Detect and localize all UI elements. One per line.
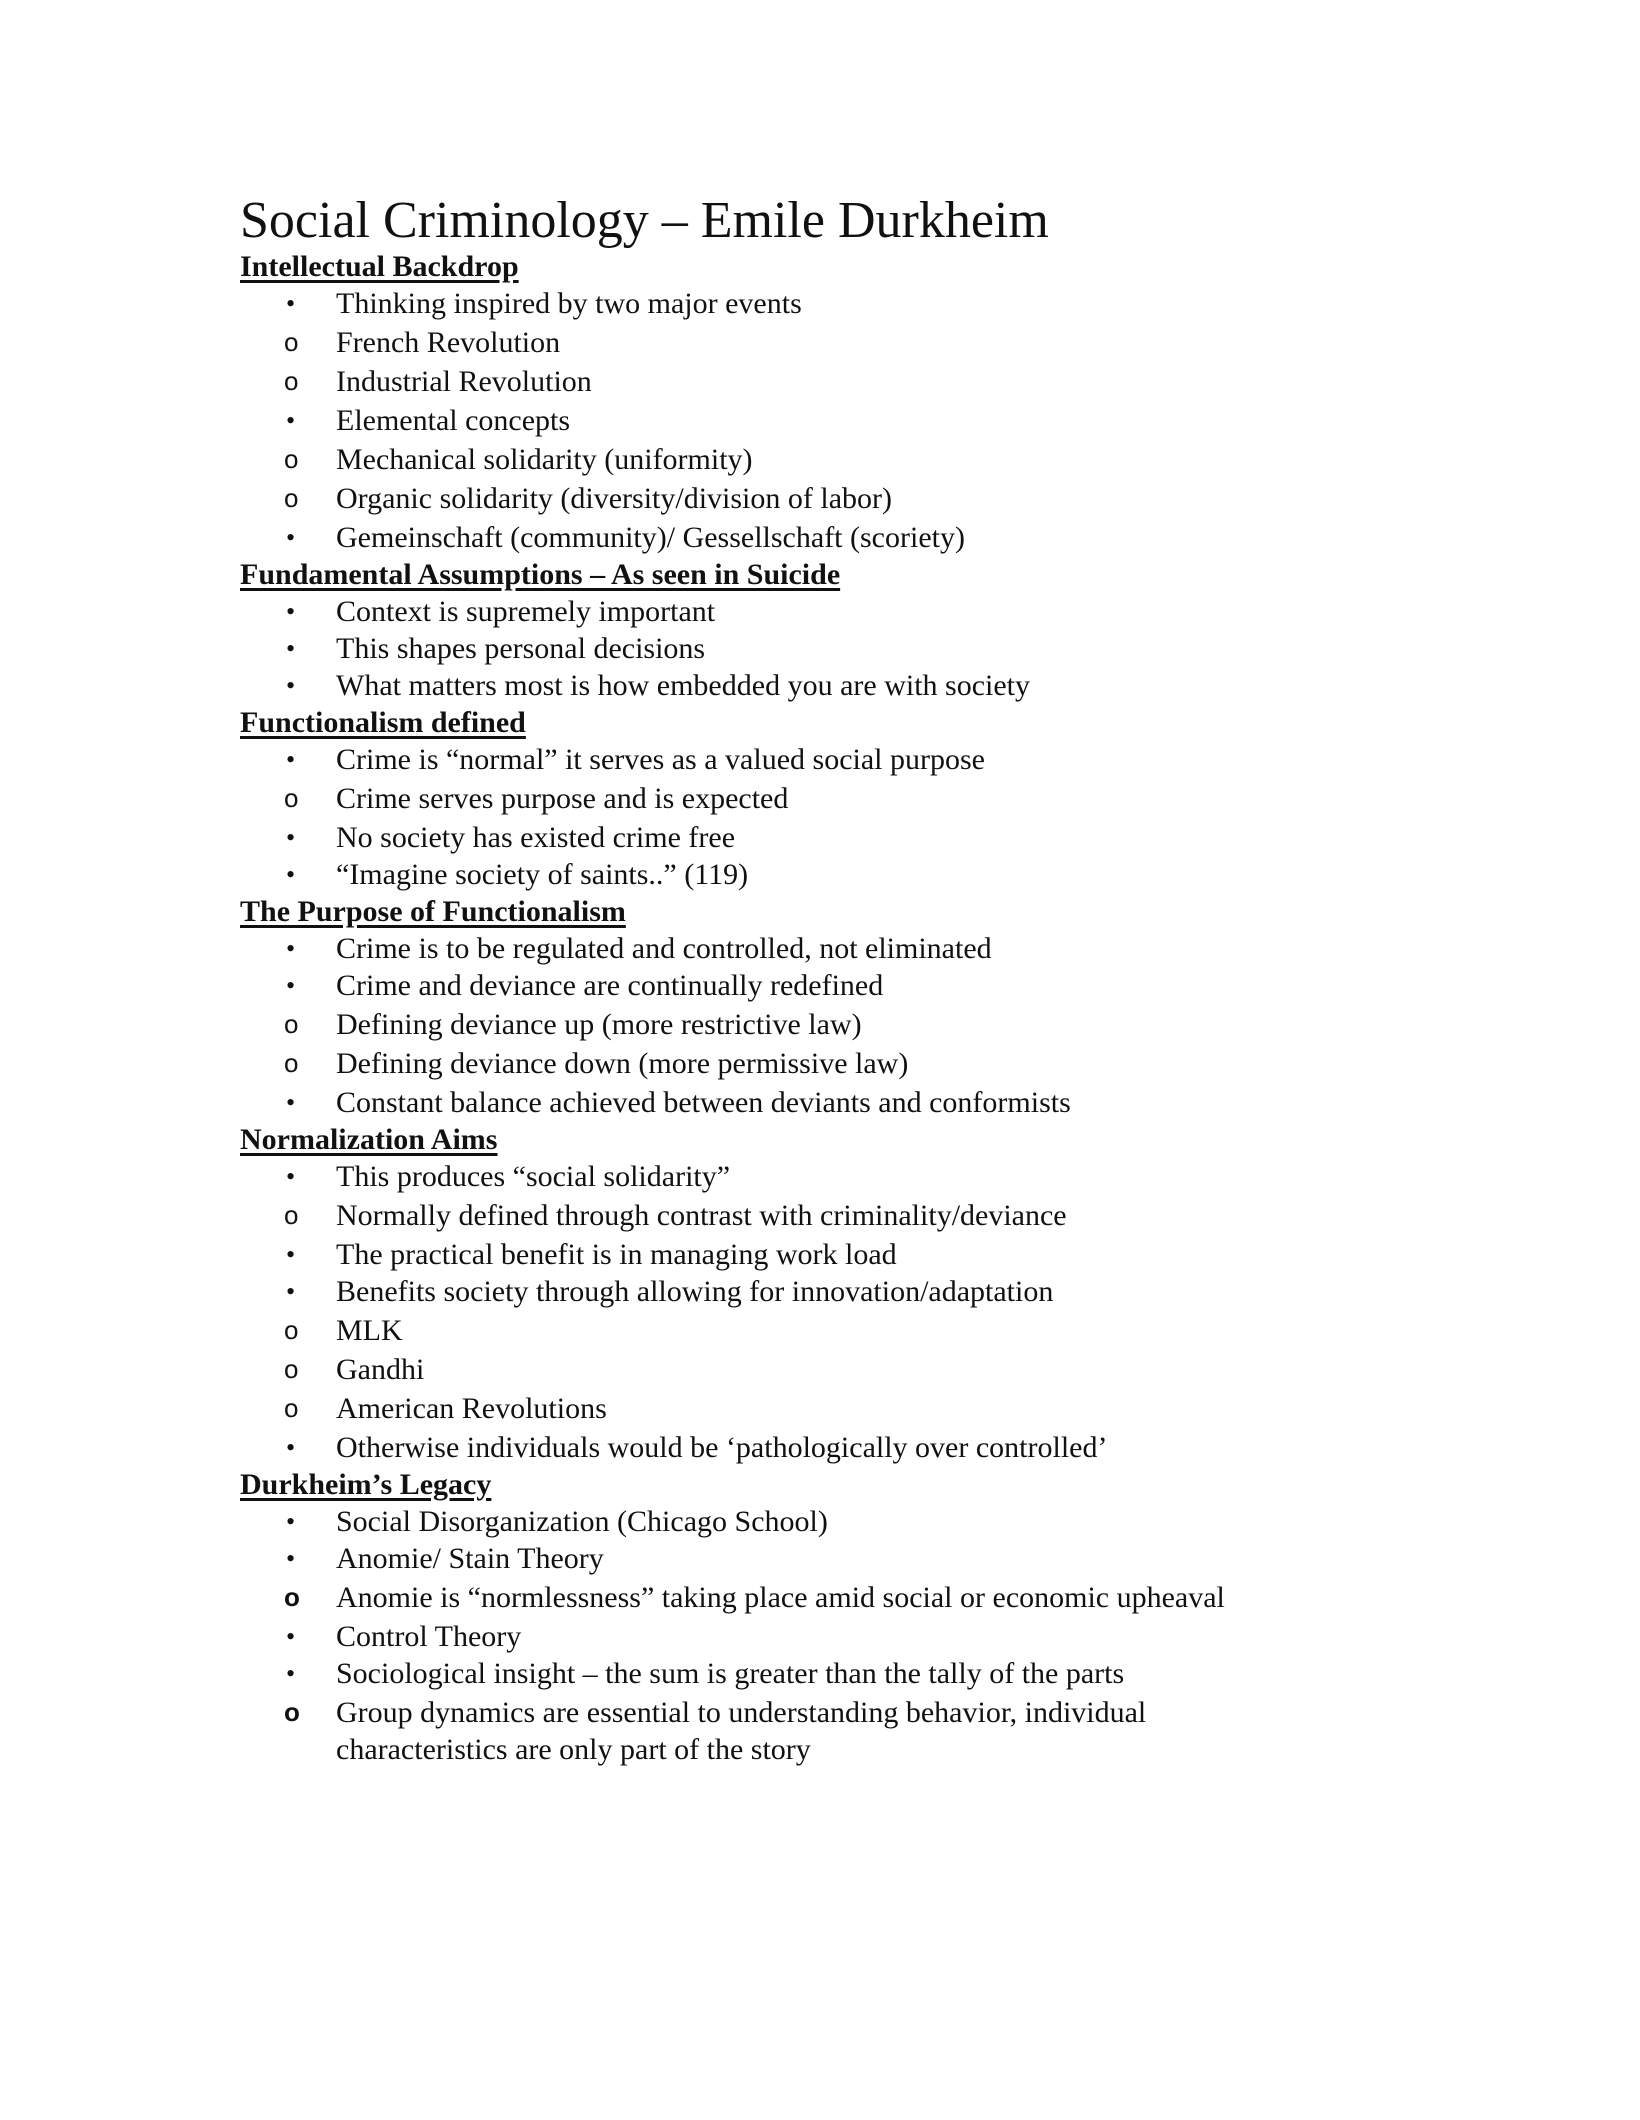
bullet-icon: •	[286, 860, 296, 889]
bullet-list	[240, 1158, 1460, 1466]
sub-bullet-icon: o	[284, 1315, 299, 1345]
section	[240, 1121, 1460, 1466]
sub-bullet-text: American Revolutions	[336, 1392, 607, 1425]
bullet-item	[240, 1618, 1460, 1655]
bullet-text: Social Disorganization (Chicago School)	[336, 1505, 828, 1538]
sub-bullet-icon: o	[284, 1200, 299, 1230]
bullet-item	[240, 1655, 1460, 1692]
section	[240, 893, 1460, 1121]
section	[240, 556, 1460, 704]
sub-bullet-item	[240, 363, 1460, 400]
sub-bullet-icon: o	[284, 366, 299, 396]
sub-bullet-text: Anomie is “normlessness” taking place amid social or economic upheaval	[336, 1581, 1225, 1614]
sub-bullet-list	[240, 441, 1460, 517]
bullet-icon: •	[286, 289, 296, 318]
sub-bullet-list	[240, 1694, 1460, 1768]
section-heading: The Purpose of Functionalism	[240, 895, 626, 928]
sub-bullet-icon: o	[284, 1354, 299, 1384]
sub-bullet-item	[240, 441, 1460, 478]
bullet-icon: •	[286, 971, 296, 1000]
bullet-text: Otherwise individuals would be ‘pathologically over controlled’	[336, 1431, 1108, 1464]
bullet-icon: •	[286, 1088, 296, 1117]
section-heading: Functionalism defined	[240, 706, 526, 739]
bullet-icon: •	[286, 1507, 296, 1536]
section-heading: Normalization Aims	[240, 1123, 498, 1156]
sub-bullet-text: Crime serves purpose and is expected	[336, 782, 789, 815]
sub-bullet-item	[240, 480, 1460, 517]
bullet-item	[240, 1273, 1460, 1310]
bullet-text: Crime is to be regulated and controlled, not eliminated	[336, 932, 992, 965]
bullet-icon: •	[286, 1622, 296, 1651]
bullet-text: This shapes personal decisions	[336, 632, 706, 665]
bullet-icon: •	[286, 406, 296, 435]
bullet-text: The practical benefit is in managing work load	[336, 1238, 897, 1271]
bullet-list	[240, 285, 1460, 556]
sub-bullet-text: French Revolution	[336, 326, 561, 359]
sub-bullet-text: Industrial Revolution	[336, 365, 592, 398]
bullet-icon: •	[286, 1544, 296, 1573]
section-heading: Intellectual Backdrop	[240, 250, 519, 283]
bullet-icon: •	[286, 1433, 296, 1462]
bullet-text: Thinking inspired by two major events	[336, 287, 802, 320]
sub-bullet-icon: o	[284, 1582, 300, 1612]
sub-bullet-item	[240, 1197, 1460, 1234]
bullet-item	[240, 1158, 1460, 1195]
sub-bullet-text: Defining deviance down (more permissive law)	[336, 1047, 909, 1080]
sub-bullet-list	[240, 1579, 1460, 1616]
sub-bullet-item	[240, 1694, 1216, 1768]
bullet-item	[240, 1503, 1460, 1540]
section	[240, 704, 1460, 893]
bullet-item	[240, 930, 1460, 967]
section	[240, 1466, 1460, 1768]
bullet-text: Anomie/ Stain Theory	[336, 1542, 604, 1575]
sub-bullet-item	[240, 1045, 1460, 1082]
sub-bullet-text: Defining deviance up (more restrictive law)	[336, 1008, 862, 1041]
bullet-item	[240, 1540, 1460, 1577]
bullet-item	[240, 285, 1460, 322]
sub-bullet-text: Gandhi	[336, 1353, 425, 1386]
bullet-text: Benefits society through allowing for innovation/adaptation	[336, 1275, 1054, 1308]
bullet-item	[240, 1236, 1460, 1273]
bullet-item	[240, 593, 1460, 630]
document-page	[240, 192, 1460, 1770]
bullet-item	[240, 519, 1460, 556]
bullet-text: Crime and deviance are continually redefined	[336, 969, 884, 1002]
bullet-text: Control Theory	[336, 1620, 522, 1653]
sub-bullet-icon: o	[284, 1393, 299, 1423]
sub-bullet-list	[240, 1197, 1460, 1234]
document-title: Social Criminology – Emile Durkheim	[240, 192, 1049, 249]
bullet-text: Gemeinschaft (community)/ Gessellschaft (scoriety)	[336, 521, 965, 554]
bullet-list	[240, 1503, 1460, 1768]
sub-bullet-item	[240, 1006, 1460, 1043]
bullet-text: “Imagine society of saints..” (119)	[336, 858, 749, 891]
bullet-text: This produces “social solidarity”	[336, 1160, 731, 1193]
bullet-list	[240, 930, 1460, 1121]
sub-bullet-item	[240, 324, 1460, 361]
bullet-text: Crime is “normal” it serves as a valued social purpose	[336, 743, 985, 776]
section-heading: Durkheim’s Legacy	[240, 1468, 492, 1501]
bullet-item	[240, 819, 1460, 856]
bullet-item	[240, 402, 1460, 439]
bullet-text: What matters most is how embedded you are with society	[336, 669, 1030, 702]
section	[240, 248, 1460, 556]
sub-bullet-icon: o	[284, 1697, 300, 1727]
bullet-icon: •	[286, 597, 296, 626]
sub-bullet-icon: o	[284, 783, 299, 813]
bullet-list	[240, 741, 1460, 893]
bullet-item	[240, 667, 1460, 704]
sub-bullet-list	[240, 1312, 1460, 1427]
sub-bullet-text: MLK	[336, 1314, 403, 1347]
sub-bullet-text: Group dynamics are essential to understanding behavior, individual characteristics are only part of the story	[336, 1696, 1147, 1766]
sub-bullet-icon: o	[284, 1048, 299, 1078]
bullet-item	[240, 630, 1460, 667]
sub-bullet-icon: o	[284, 1009, 299, 1039]
sub-bullet-item	[240, 1579, 1460, 1616]
sub-bullet-text: Normally defined through contrast with criminality/deviance	[336, 1199, 1067, 1232]
bullet-item	[240, 741, 1460, 778]
bullet-icon: •	[286, 1277, 296, 1306]
bullet-text: Elemental concepts	[336, 404, 571, 437]
bullet-icon: •	[286, 523, 296, 552]
bullet-icon: •	[286, 671, 296, 700]
section-heading: Fundamental Assumptions – As seen in Suicide	[240, 558, 841, 591]
bullet-icon: •	[286, 1162, 296, 1191]
bullet-icon: •	[286, 1659, 296, 1688]
sub-bullet-item	[240, 780, 1460, 817]
bullet-item	[240, 856, 1460, 893]
bullet-icon: •	[286, 634, 296, 663]
bullet-icon: •	[286, 745, 296, 774]
bullet-icon: •	[286, 1240, 296, 1269]
bullet-list	[240, 593, 1460, 704]
bullet-item	[240, 1429, 1460, 1466]
bullet-item	[240, 1084, 1460, 1121]
sub-bullet-text: Organic solidarity (diversity/division of labor)	[336, 482, 893, 515]
sub-bullet-text: Mechanical solidarity (uniformity)	[336, 443, 753, 476]
document-body	[240, 248, 1460, 1768]
sub-bullet-icon: o	[284, 327, 299, 357]
bullet-text: Context is supremely important	[336, 595, 716, 628]
sub-bullet-list	[240, 780, 1460, 817]
sub-bullet-item	[240, 1351, 1460, 1388]
bullet-icon: •	[286, 823, 296, 852]
bullet-text: Constant balance achieved between deviants and conformists	[336, 1086, 1071, 1119]
sub-bullet-item	[240, 1390, 1460, 1427]
bullet-icon: •	[286, 934, 296, 963]
bullet-item	[240, 967, 1460, 1004]
bullet-text: Sociological insight – the sum is greater than the tally of the parts	[336, 1657, 1125, 1690]
sub-bullet-list	[240, 324, 1460, 400]
bullet-text: No society has existed crime free	[336, 821, 736, 854]
sub-bullet-icon: o	[284, 483, 299, 513]
sub-bullet-item	[240, 1312, 1460, 1349]
sub-bullet-icon: o	[284, 444, 299, 474]
sub-bullet-list	[240, 1006, 1460, 1082]
